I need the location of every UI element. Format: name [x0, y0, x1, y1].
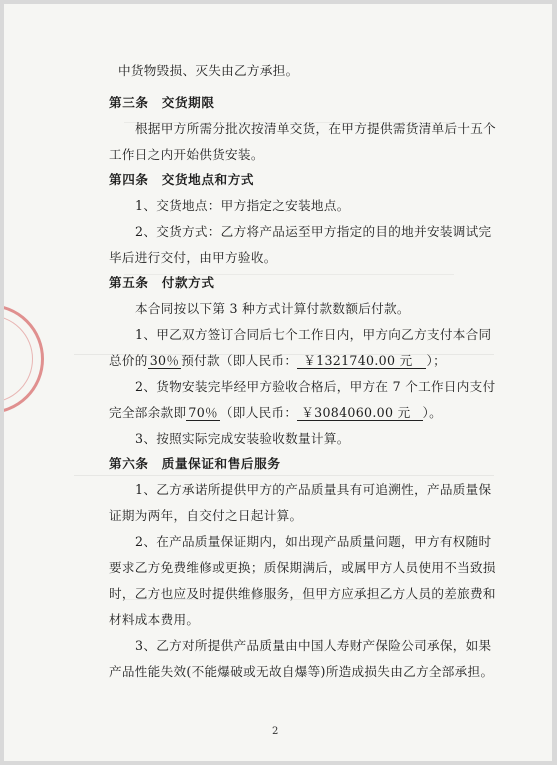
payment-clause-1: 1、甲乙双方签订合同后七个工作日内，甲方向乙方支付本合同	[135, 327, 492, 342]
prepayment-percent: 30％	[149, 353, 180, 368]
article-4-heading: 第四条 交货地点和方式	[109, 172, 255, 187]
article-4-clause-1: 1、交货地点：甲方指定之安装地点。	[135, 198, 350, 213]
continued-line: 中货物毁损、灭失由乙方承担。	[118, 63, 299, 78]
quality-clause-2-cont: 材料成本费用。	[109, 612, 200, 627]
payment-text: （即人民币：	[219, 405, 298, 420]
payment-text: ）；	[426, 353, 446, 368]
quality-clause-1-cont: 证期为两年，自交付之日起计算。	[109, 508, 303, 523]
article-3-text: 根据甲方所需分批次按清单交货，在甲方提供需货清单后十五个	[135, 121, 497, 136]
article-5-intro: 本合同按以下第 3 种方式计算付款数额后付款。	[135, 301, 410, 316]
article-5-heading: 第五条 付款方式	[109, 275, 215, 290]
article-3-text: 工作日之内开始供货安装。	[109, 147, 264, 162]
prepayment-amount: ￥1321740.00 元	[297, 354, 426, 369]
balance-amount: ￥3084060.00 元	[297, 406, 422, 421]
quality-clause-2-cont: 要求乙方免费维修或更换；质保期满后，或属甲方人员使用不当致损	[109, 560, 496, 575]
quality-clause-2-cont: 时，乙方也应及时提供维修服务，但甲方应承担乙方人员的差旅费和	[109, 586, 496, 601]
article-4-clause-2: 2、交货方式：乙方将产品运至甲方指定的目的地并安装调试完	[135, 224, 492, 239]
page-number: 2	[272, 726, 279, 737]
article-6-heading: 第六条 质量保证和售后服务	[109, 456, 281, 471]
quality-clause-1: 1、乙方承诺所提供甲方的产品质量具有可追溯性，产品质量保	[135, 482, 492, 497]
article-4-clause-2-cont: 毕后进行交付，由甲方验收。	[109, 250, 277, 265]
payment-text: 总价的	[109, 353, 148, 368]
payment-text: 预付款（即人民币：	[181, 353, 298, 368]
payment-clause-2-amount-line	[109, 405, 442, 421]
payment-clause-1-amount-line	[109, 353, 446, 369]
article-3-heading: 第三条 交货期限	[109, 95, 215, 110]
payment-text: ）。	[422, 405, 442, 420]
balance-percent: 70％	[188, 405, 218, 420]
contract-text	[4, 4, 552, 761]
payment-clause-3: 3、按照实际完成安装验收数量计算。	[135, 431, 350, 446]
document-page	[4, 4, 552, 761]
payment-clause-2: 2、货物安装完毕经甲方验收合格后，甲方在 7 个工作日内支付	[135, 379, 496, 394]
quality-clause-2: 2、在产品质量保证期内，如出现产品质量问题，甲方有权随时	[135, 534, 492, 549]
quality-clause-3: 3、乙方对所提供产品质量由中国人寿财产保险公司承保，如果	[135, 638, 492, 653]
payment-text: 完全部余款即	[109, 405, 187, 420]
quality-clause-3-cont: 产品性能失效(不能爆破或无故自爆等)所造成损失由乙方全部承担。	[109, 664, 494, 679]
